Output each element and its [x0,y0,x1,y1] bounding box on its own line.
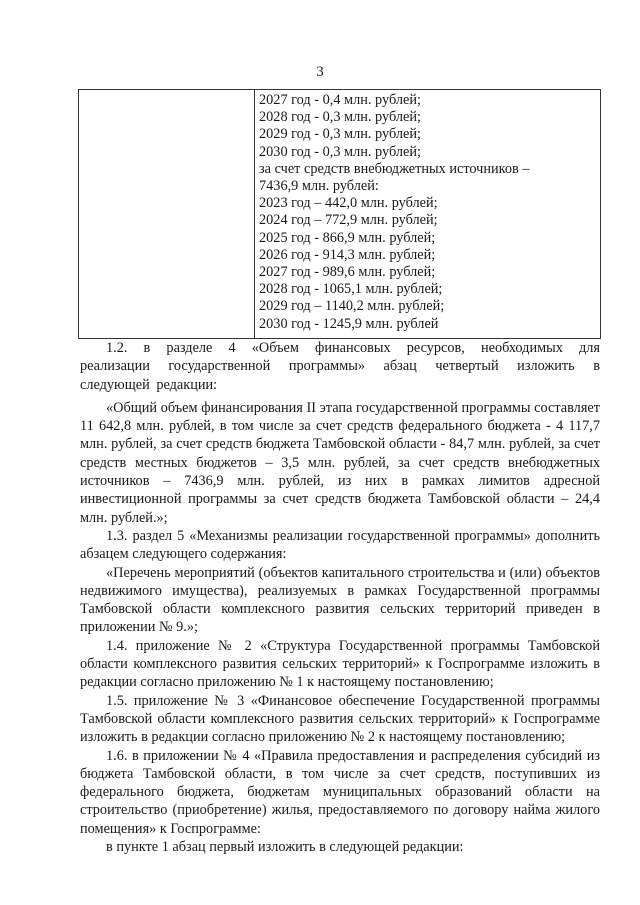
page-number: 3 [316,64,324,80]
table-line: 2030 год - 1245,9 млн. рублей [259,315,439,332]
paragraph-1-6: 1.6. в приложении № 4 «Правила предоставления и распределения субсидий из бюджета Тамбовской области, в том числе за счет средств, поступивших из федерального бюджета, бюджетам муниципальных образований области на строительство (приобретение) жилья, предоставляемого по договору найма жилого помещения» к Госпрограмме: [80,747,600,837]
table-values-cell [255,90,601,339]
financing-table [78,89,601,339]
table-empty-cell [79,90,255,339]
table-line: 2027 год - 989,6 млн. рублей; [259,264,436,281]
paragraph-measures-quote: «Перечень мероприятий (объектов капитального строительства и (или) объектов недвижимого имущества), реализуемых в рамках Государственной программы Тамбовской области комплексного развития сельских территорий приведен в приложении № 9.»; [80,564,600,636]
table-line: 2023 год – 442,0 млн. рублей; [259,195,438,212]
table-line: 2029 год – 1140,2 млн. рублей; [259,298,445,315]
paragraph-1-4: 1.4. приложение № 2 «Структура Государственной программы Тамбовской области комплексного развития сельских территорий» к Госпрограмме изложить в редакции согласно приложению № 1 к настоящему постановлению; [80,637,600,691]
table-row [79,90,601,339]
paragraph-funding-quote: «Общий объем финансирования II этапа государственной программы составляет 11 642,8 млн. рублей, в том числе за счет средств федерального бюджета - 4 117,7 млн. рублей, за счет средств бюджета Тамбовской области - 84,7 млн. рублей, за счет средств местных бюджетов – 3,5 млн. рублей, за счет средств внебюджетных источников – 7436,9 млн. рублей, из них в рамках лимитов адресной инвестиционной программы за счет средств бюджета Тамбовской области – 24,4 млн. рублей.»; [80,399,600,526]
table-line: 2025 год - 866,9 млн. рублей; [259,229,436,246]
table-line: 2028 год - 0,3 млн. рублей; [259,109,421,126]
table-line: 2030 год - 0,3 млн. рублей; [259,143,421,160]
paragraph-1-3: 1.3. раздел 5 «Механизмы реализации государственной программы» дополнить абзацем следующего содержания: [80,527,600,563]
paragraph-1-2: 1.2. в разделе 4 «Объем финансовых ресурсов, необходимых для реализации государственной программы» абзац четвертый изложить в следующей редакции: [80,340,600,393]
table-line: 2029 год - 0,3 млн. рублей; [259,126,421,143]
table-line: 2027 год - 0,4 млн. рублей; [259,92,421,108]
table-line: 2028 год - 1065,1 млн. рублей; [259,281,443,298]
paragraph-point-1: в пункте 1 абзац первый изложить в следующей редакции: [106,839,464,856]
table-line: 7436,9 млн. рублей: [259,178,379,195]
paragraph-1-5: 1.5. приложение № 3 «Финансовое обеспечение Государственной программы Тамбовской области комплексного развития сельских территорий» к Госпрограмме изложить в редакции согласно приложению № 2 к настоящему постановлению; [80,692,600,746]
table-line: 2026 год - 914,3 млн. рублей; [259,246,436,263]
document-body [80,339,600,856]
table-line: за счет средств внебюджетных источников – [259,160,530,177]
table-line: 2024 год – 772,9 млн. рублей; [259,212,438,229]
